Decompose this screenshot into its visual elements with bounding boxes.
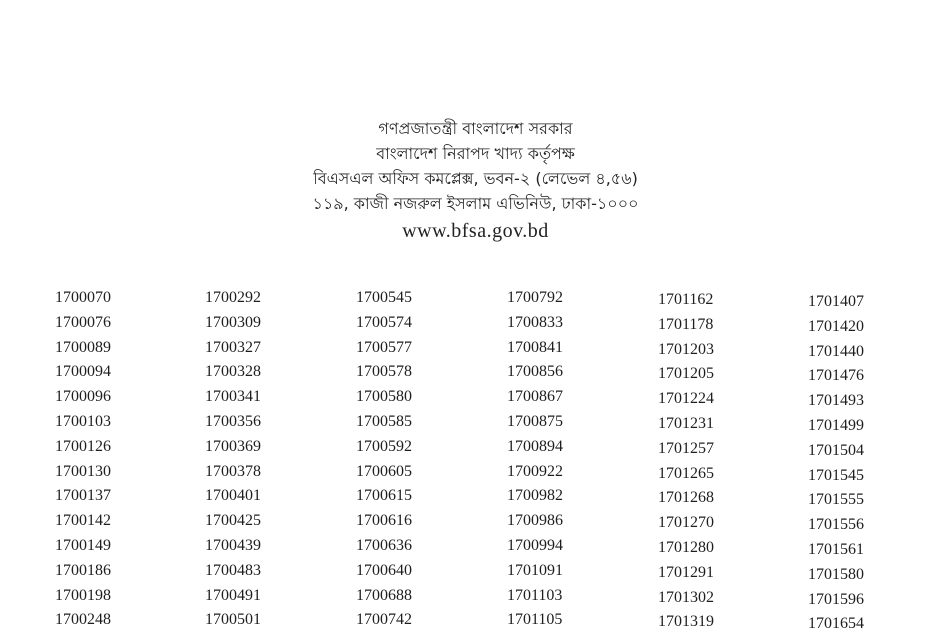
roll-number: 1700094 — [55, 363, 111, 381]
roll-number: 1700096 — [55, 388, 111, 406]
roll-number: 1701555 — [808, 491, 864, 509]
roll-number: 1700501 — [205, 611, 261, 629]
roll-number: 1701580 — [808, 565, 864, 583]
roll-number: 1701231 — [658, 414, 714, 432]
roll-number: 1700867 — [507, 388, 563, 406]
authority-name: বাংলাদেশ নিরাপদ খাদ্য কর্তৃপক্ষ — [376, 144, 575, 163]
website-url: www.bfsa.gov.bd — [402, 220, 549, 242]
roll-number: 1700130 — [55, 462, 111, 480]
roll-number: 1700792 — [507, 289, 563, 306]
roll-number: 1700856 — [507, 363, 563, 381]
government-title: গণপ্রজাতন্ত্রী বাংলাদেশ সরকার — [378, 119, 573, 138]
roll-number: 1701654 — [808, 615, 864, 633]
roll-number: 1701103 — [507, 586, 563, 604]
office-address-building: বিএসএল অফিস কমপ্লেক্স, ভবন-২ (লেভেল ৪,৫৬) — [313, 169, 638, 188]
roll-number-column — [55, 288, 111, 635]
roll-number: 1701178 — [658, 315, 714, 333]
roll-number: 1701499 — [808, 416, 864, 434]
roll-number: 1701596 — [808, 590, 864, 608]
roll-number: 1700585 — [356, 412, 412, 430]
roll-number: 1700356 — [205, 412, 261, 430]
roll-number: 1700425 — [205, 512, 261, 530]
roll-number: 1700328 — [205, 363, 261, 381]
roll-number: 1700615 — [356, 487, 412, 505]
roll-number: 1701407 — [808, 293, 864, 310]
roll-number-column — [808, 292, 864, 639]
roll-number: 1701561 — [808, 540, 864, 558]
roll-number: 1700605 — [356, 462, 412, 480]
roll-number: 1701420 — [808, 317, 864, 335]
roll-number: 1700592 — [356, 437, 412, 455]
roll-number: 1701270 — [658, 514, 714, 532]
roll-number: 1701203 — [658, 340, 714, 358]
roll-number: 1700922 — [507, 462, 563, 480]
roll-number-column — [205, 288, 261, 635]
roll-number: 1700688 — [356, 586, 412, 604]
roll-number-column — [507, 288, 563, 635]
roll-number: 1700875 — [507, 412, 563, 430]
roll-number: 1700742 — [356, 611, 412, 629]
roll-number: 1700580 — [356, 388, 412, 406]
roll-number: 1701205 — [658, 365, 714, 383]
roll-number: 1700292 — [205, 289, 261, 306]
roll-number: 1701504 — [808, 441, 864, 459]
roll-number: 1700309 — [205, 313, 261, 331]
roll-number: 1700616 — [356, 512, 412, 530]
roll-number: 1700986 — [507, 512, 563, 530]
roll-number: 1701440 — [808, 342, 864, 360]
letterhead — [0, 116, 951, 245]
roll-number: 1700142 — [55, 512, 111, 530]
roll-number: 1700841 — [507, 338, 563, 356]
roll-number: 1700574 — [356, 313, 412, 331]
roll-number: 1700640 — [356, 561, 412, 579]
roll-number: 1701280 — [658, 538, 714, 556]
roll-number: 1700578 — [356, 363, 412, 381]
roll-number: 1701302 — [658, 588, 714, 606]
roll-number-column — [658, 290, 714, 637]
roll-number: 1701319 — [658, 613, 714, 631]
roll-number: 1701224 — [658, 390, 714, 408]
roll-number: 1700089 — [55, 338, 111, 356]
roll-number: 1700577 — [356, 338, 412, 356]
roll-number: 1700076 — [55, 313, 111, 331]
roll-number: 1700994 — [507, 536, 563, 554]
roll-number: 1700982 — [507, 487, 563, 505]
roll-number: 1700198 — [55, 586, 111, 604]
roll-number: 1700439 — [205, 536, 261, 554]
roll-number: 1700833 — [507, 313, 563, 331]
roll-number: 1700186 — [55, 561, 111, 579]
roll-number: 1700070 — [55, 289, 111, 306]
roll-number: 1701257 — [658, 439, 714, 457]
roll-number: 1701091 — [507, 561, 563, 579]
roll-number: 1701265 — [658, 464, 714, 482]
roll-number-column — [356, 288, 412, 635]
roll-number: 1701291 — [658, 563, 714, 581]
roll-number: 1701545 — [808, 466, 864, 484]
roll-number: 1701105 — [507, 611, 563, 629]
roll-number: 1701268 — [658, 489, 714, 507]
roll-number: 1700137 — [55, 487, 111, 505]
roll-number: 1700378 — [205, 462, 261, 480]
roll-number-list — [0, 288, 951, 632]
roll-number: 1701162 — [658, 291, 714, 308]
roll-number: 1701493 — [808, 392, 864, 410]
roll-number: 1700341 — [205, 388, 261, 406]
roll-number: 1700327 — [205, 338, 261, 356]
roll-number: 1700483 — [205, 561, 261, 579]
roll-number: 1700491 — [205, 586, 261, 604]
roll-number: 1700369 — [205, 437, 261, 455]
office-address-street: ১১৯, কাজী নজরুল ইসলাম এভিনিউ, ঢাকা-১০০০ — [312, 194, 639, 213]
roll-number: 1701556 — [808, 516, 864, 534]
roll-number: 1700103 — [55, 412, 111, 430]
roll-number: 1700248 — [55, 611, 111, 629]
roll-number: 1700401 — [205, 487, 261, 505]
roll-number: 1700545 — [356, 289, 412, 306]
roll-number: 1700894 — [507, 437, 563, 455]
roll-number: 1700149 — [55, 536, 111, 554]
roll-number: 1701476 — [808, 367, 864, 385]
roll-number: 1700636 — [356, 536, 412, 554]
roll-number: 1700126 — [55, 437, 111, 455]
